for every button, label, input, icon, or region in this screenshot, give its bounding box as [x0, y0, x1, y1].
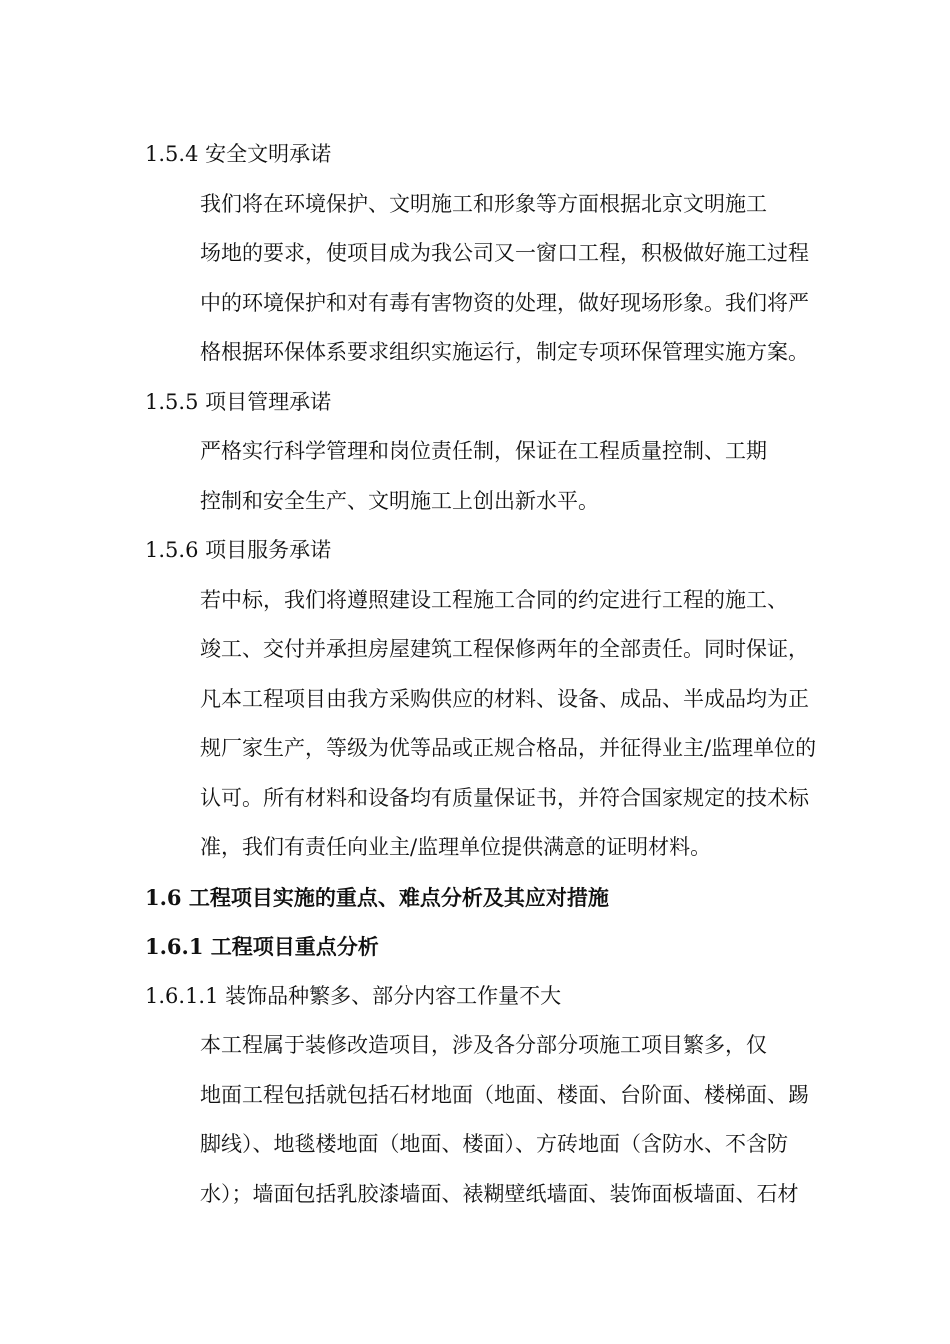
paragraph-line: 脚线）、地毯楼地面（地面、楼面）、方砖地面（含防水、不含防	[200, 1132, 788, 1156]
paragraph-line: 规厂家生产，等级为优等品或正规合格品，并征得业主/监理单位的	[200, 736, 817, 760]
paragraph-line: 地面工程包括就包括石材地面（地面、楼面、台阶面、楼梯面、踢	[200, 1082, 809, 1107]
body-paragraph	[145, 1021, 815, 1219]
section-heading: 1.5.6 项目服务承诺	[145, 538, 332, 562]
paragraph-line: 场地的要求，使项目成为我公司又一窗口工程，积极做好施工过程	[200, 241, 809, 265]
paragraph-line: 竣工、交付并承担房屋建筑工程保修两年的全部责任。同时保证，	[200, 637, 809, 661]
body-paragraph	[145, 180, 815, 378]
paragraph-line: 严格实行科学管理和岗位责任制，保证在工程质量控制、工期	[200, 439, 767, 463]
paragraph-line: 水）；墙面包括乳胶漆墙面、裱糊壁纸墙面、装饰面板墙面、石材	[200, 1181, 799, 1206]
paragraph-line: 若中标，我们将遵照建设工程施工合同的约定进行工程的施工、	[200, 587, 788, 612]
paragraph-line: 控制和安全生产、文明施工上创出新水平。	[200, 488, 599, 513]
paragraph-line: 格根据环保体系要求组织实施运行，制定专项环保管理实施方案。	[200, 340, 809, 364]
section-heading: 1.6.1 工程项目重点分析	[145, 934, 379, 959]
paragraph-line: 我们将在环境保护、文明施工和形象等方面根据北京文明施工	[200, 191, 767, 216]
document-body	[145, 130, 815, 1219]
section-heading: 1.5.5 项目管理承诺	[145, 389, 332, 414]
paragraph-line: 中的环境保护和对有毒有害物资的处理，做好现场形象。我们将严	[200, 290, 809, 315]
body-paragraph	[145, 427, 815, 526]
paragraph-line: 准，我们有责任向业主/监理单位提供满意的证明材料。	[200, 835, 712, 859]
paragraph-line: 本工程属于装修改造项目，涉及各分部分项施工项目繁多，仅	[200, 1033, 767, 1057]
paragraph-line: 认可。所有材料和设备均有质量保证书，并符合国家规定的技术标	[200, 785, 809, 810]
section-heading: 1.5.4 安全文明承诺	[145, 142, 332, 166]
section-heading: 1.6.1.1 装饰品种繁多、部分内容工作量不大	[145, 983, 562, 1008]
body-paragraph	[145, 576, 815, 873]
paragraph-line: 凡本工程项目由我方采购供应的材料、设备、成品、半成品均为正	[200, 686, 809, 711]
section-heading: 1.6 工程项目实施的重点、难点分析及其应对措施	[145, 884, 609, 910]
